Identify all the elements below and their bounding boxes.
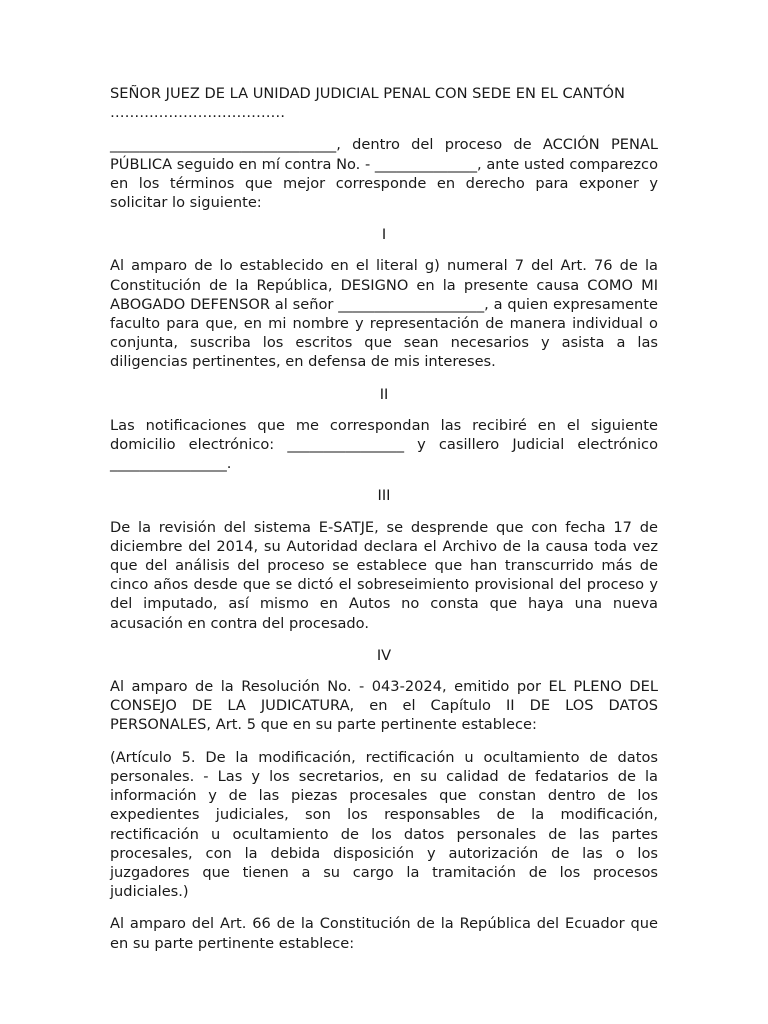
section-heading-iv: IV bbox=[376, 646, 392, 664]
section-iv-quoted-article: (Artículo 5. De la modificación, rectificación u ocultamiento de datos personales. - Las y los secretarios, en su calidad de fedatarios de la información y de las piezas procesales que constan dentro de los expedientes judiciales, son los responsables de la modificación, rectificación u ocultamiento de los datos personales de las partes procesales, con la debida disposición y autorización de las o los juzgadores que tienen a su cargo la tramitación de los procesos judiciales.) bbox=[110, 748, 658, 901]
section-heading-ii: II bbox=[379, 385, 389, 403]
section-iv-paragraph-resolution: Al amparo de la Resolución No. - 043-2024, emitido por EL PLENO DEL CONSEJO DE LA JUDICATURA, en el Capítulo II DE LOS DATOS PERSONALES, Art. 5 que en su parte pertinente establece: bbox=[110, 678, 658, 734]
intro-paragraph: _______________________________, dentro del proceso de ACCIÓN PENAL PÚBLICA seguido en mí contra No. - ______________, ante usted comparezco en los términos que mejor corresponde en derecho para exponer y solicitar lo siguiente: bbox=[110, 136, 658, 212]
document-body bbox=[110, 84, 658, 966]
section-i-paragraph: Al amparo de lo establecido en el literal g) numeral 7 del Art. 76 de la Constitución de la República, DESIGNO en la presente causa COMO MI ABOGADO DEFENSOR al señor ____________________, a quien expresamente faculto para que, en mi nombre y representación de manera individual o conjunta, suscriba los escritos que sean necesarios y asista a las diligencias pertinentes, en defensa de mis intereses. bbox=[110, 257, 658, 371]
section-ii-paragraph: Las notificaciones que me correspondan las recibiré en el siguiente domicilio electrónico: ________________ y casillero Judicial electrónico ________________. bbox=[110, 416, 658, 473]
section-heading-i: I bbox=[381, 226, 387, 244]
addressee-line: SEÑOR JUEZ DE LA UNIDAD JUDICIAL PENAL CON SEDE EN EL CANTÓN ……………………………… bbox=[110, 85, 625, 122]
section-heading-iii: III bbox=[377, 487, 391, 505]
section-iii-paragraph: De la revisión del sistema E-SATJE, se desprende que con fecha 17 de diciembre del 2014, su Autoridad declara el Archivo de la causa toda vez que del análisis del proceso se establece que han transcurrido más de cinco años desde que se dictó el sobreseimiento provisional del proceso y del imputado, así mismo en Autos no consta que haya una nueva acusación en contra del procesado. bbox=[110, 518, 658, 632]
section-iv-paragraph-constitution: Al amparo del Art. 66 de la Constitución de la República del Ecuador que en su parte pertinente establece: bbox=[110, 915, 658, 952]
